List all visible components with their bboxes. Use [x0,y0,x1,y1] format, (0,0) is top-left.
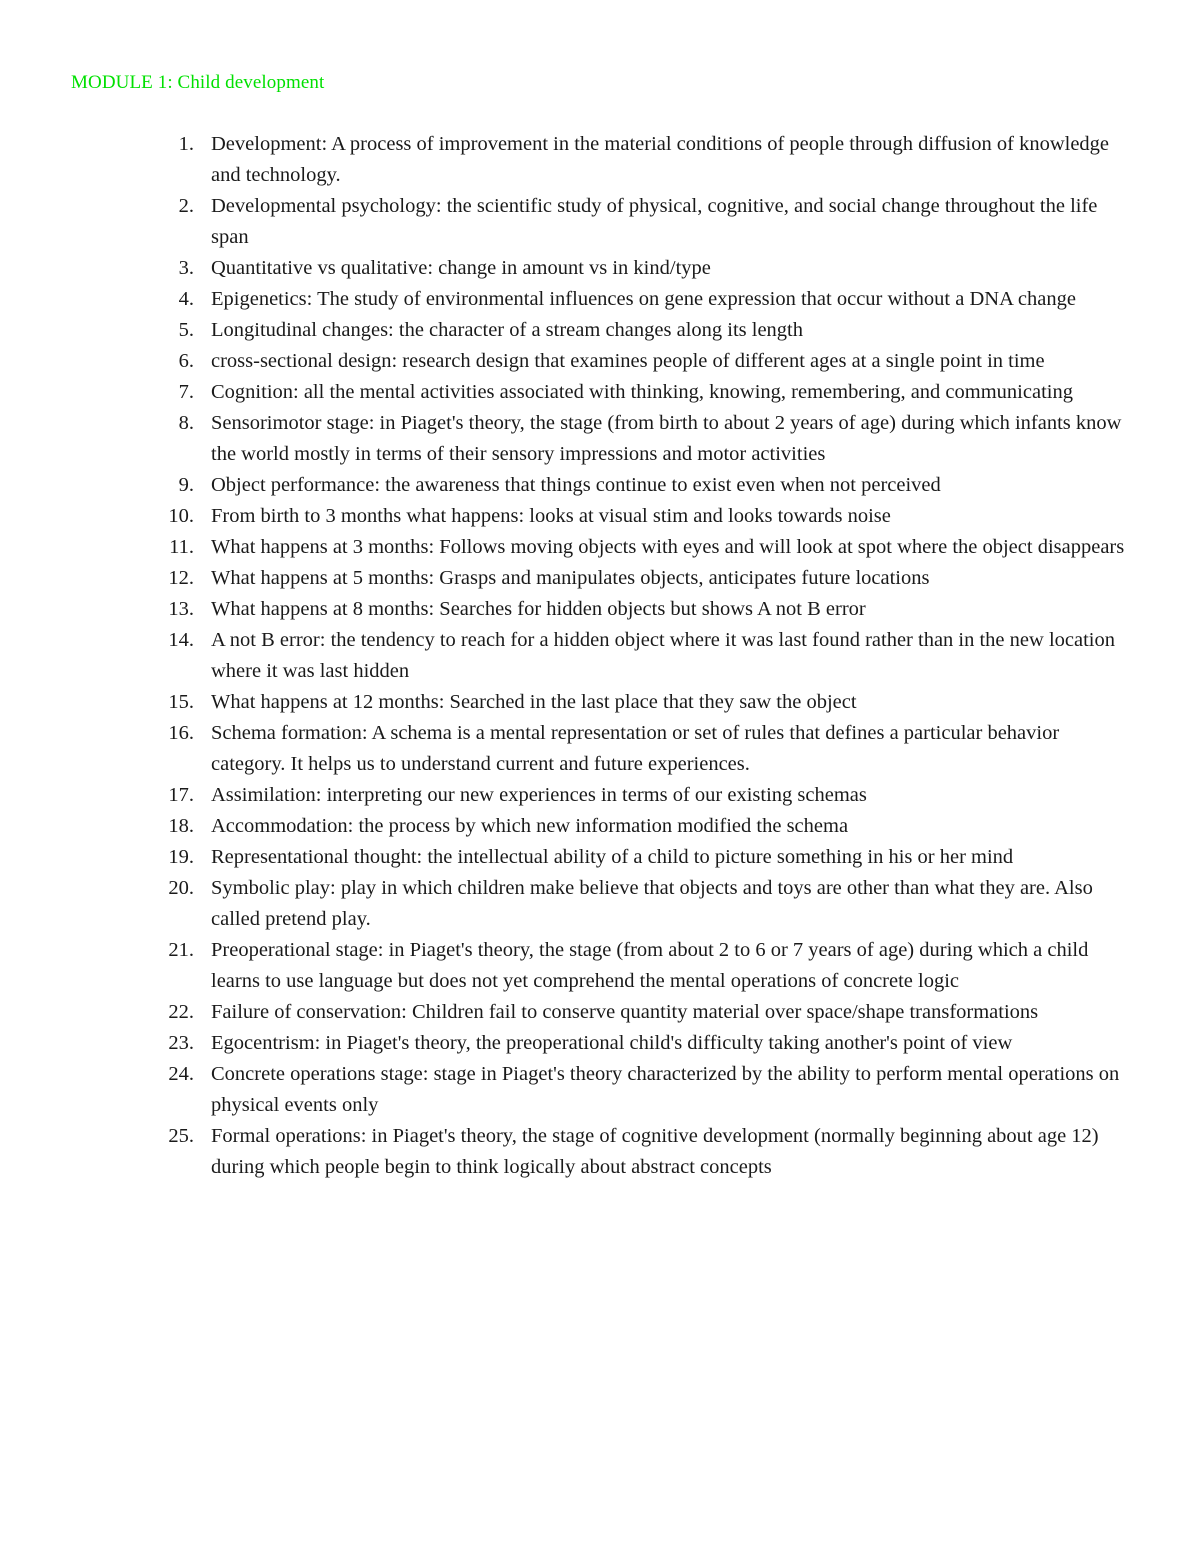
term-number: 8. [178,412,194,434]
term-item [0,873,1200,935]
term-number: 3. [178,257,194,279]
term-item [0,780,1200,811]
term-item [0,408,1200,470]
term-number: 6. [178,350,194,372]
module-title: MODULE 1: Child development [71,72,325,93]
term-definition: Preoperational stage: in Piaget's theory, the stage (from about 2 to 6 or 7 years of age) during which a child learns to use language but does not yet comprehend the mental operations of concrete logic [211,939,1089,992]
term-item [0,842,1200,873]
term-item [0,625,1200,687]
term-definition: Concrete operations stage: stage in Piaget's theory characterized by the ability to perform mental operations on physical events only [211,1063,1120,1116]
term-definition: A not B error: the tendency to reach for a hidden object where it was last found rather than in the new location where it was last hidden [211,629,1115,682]
term-number: 4. [178,288,194,310]
term-number: 24. [168,1063,194,1085]
term-definition: Developmental psychology: the scientific study of physical, cognitive, and social change throughout the life span [211,195,1098,248]
term-item [0,1028,1200,1059]
term-definition: Formal operations: in Piaget's theory, the stage of cognitive development (normally beginning about age 12) during which people begin to think logically about abstract concepts [211,1125,1099,1178]
term-number: 16. [168,722,194,744]
term-definition: Failure of conservation: Children fail to conserve quantity material over space/shape transformations [211,1001,1039,1023]
term-definition: Representational thought: the intellectual ability of a child to picture something in his or her mind [211,846,1014,868]
term-number: 25. [168,1125,194,1147]
term-number: 15. [168,691,194,713]
term-item [0,997,1200,1028]
term-item [0,377,1200,408]
term-number: 5. [178,319,194,341]
term-definition: Symbolic play: play in which children make believe that objects and toys are other than what they are. Also called pretend play. [211,877,1093,930]
term-number: 17. [168,784,194,806]
term-list [0,129,1200,1183]
term-number: 10. [168,505,194,527]
term-definition: Development: A process of improvement in the material conditions of people through diffusion of knowledge and technology. [211,133,1110,186]
term-definition: Longitudinal changes: the character of a stream changes along its length [211,319,804,341]
term-item [0,501,1200,532]
term-item [0,935,1200,997]
term-number: 22. [168,1001,194,1023]
term-definition: Assimilation: interpreting our new experiences in terms of our existing schemas [211,784,867,806]
term-item [0,594,1200,625]
term-definition: cross-sectional design: research design that examines people of different ages at a single point in time [211,350,1045,372]
term-number: 1. [178,133,194,155]
term-number: 13. [168,598,194,620]
term-number: 21. [168,939,194,961]
term-item [0,563,1200,594]
term-definition: What happens at 3 months: Follows moving objects with eyes and will look at spot where the object disappears [211,536,1125,558]
term-definition: Accommodation: the process by which new information modified the schema [211,815,849,837]
term-item [0,687,1200,718]
term-number: 19. [168,846,194,868]
term-definition: Egocentrism: in Piaget's theory, the preoperational child's difficulty taking another's point of view [211,1032,1013,1054]
term-definition: From birth to 3 months what happens: looks at visual stim and looks towards noise [211,505,891,527]
term-item [0,532,1200,563]
term-item [0,718,1200,780]
term-number: 2. [178,195,194,217]
term-number: 9. [178,474,194,496]
term-item [0,129,1200,191]
term-item [0,811,1200,842]
term-item [0,191,1200,253]
term-number: 23. [168,1032,194,1054]
term-number: 14. [168,629,194,651]
term-definition: Quantitative vs qualitative: change in amount vs in kind/type [211,257,711,279]
term-definition: Object performance: the awareness that things continue to exist even when not perceived [211,474,941,496]
term-number: 20. [168,877,194,899]
term-item [0,1121,1200,1183]
term-definition: What happens at 5 months: Grasps and manipulates objects, anticipates future locations [211,567,930,589]
term-definition: Epigenetics: The study of environmental influences on gene expression that occur without a DNA change [211,288,1076,310]
term-number: 11. [169,536,194,558]
term-definition: Sensorimotor stage: in Piaget's theory, the stage (from birth to about 2 years of age) during which infants know the world mostly in terms of their sensory impressions and motor activities [211,412,1122,465]
term-definition: Schema formation: A schema is a mental representation or set of rules that defines a particular behavior category. It helps us to understand current and future experiences. [211,722,1060,775]
term-definition: Cognition: all the mental activities associated with thinking, knowing, remembering, and communicating [211,381,1073,403]
term-definition: What happens at 12 months: Searched in the last place that they saw the object [211,691,857,713]
term-item [0,315,1200,346]
term-item [0,470,1200,501]
term-number: 7. [178,381,194,403]
term-item [0,284,1200,315]
term-number: 12. [168,567,194,589]
term-item [0,253,1200,284]
term-number: 18. [168,815,194,837]
term-item [0,1059,1200,1121]
term-definition: What happens at 8 months: Searches for hidden objects but shows A not B error [211,598,866,620]
term-item [0,346,1200,377]
